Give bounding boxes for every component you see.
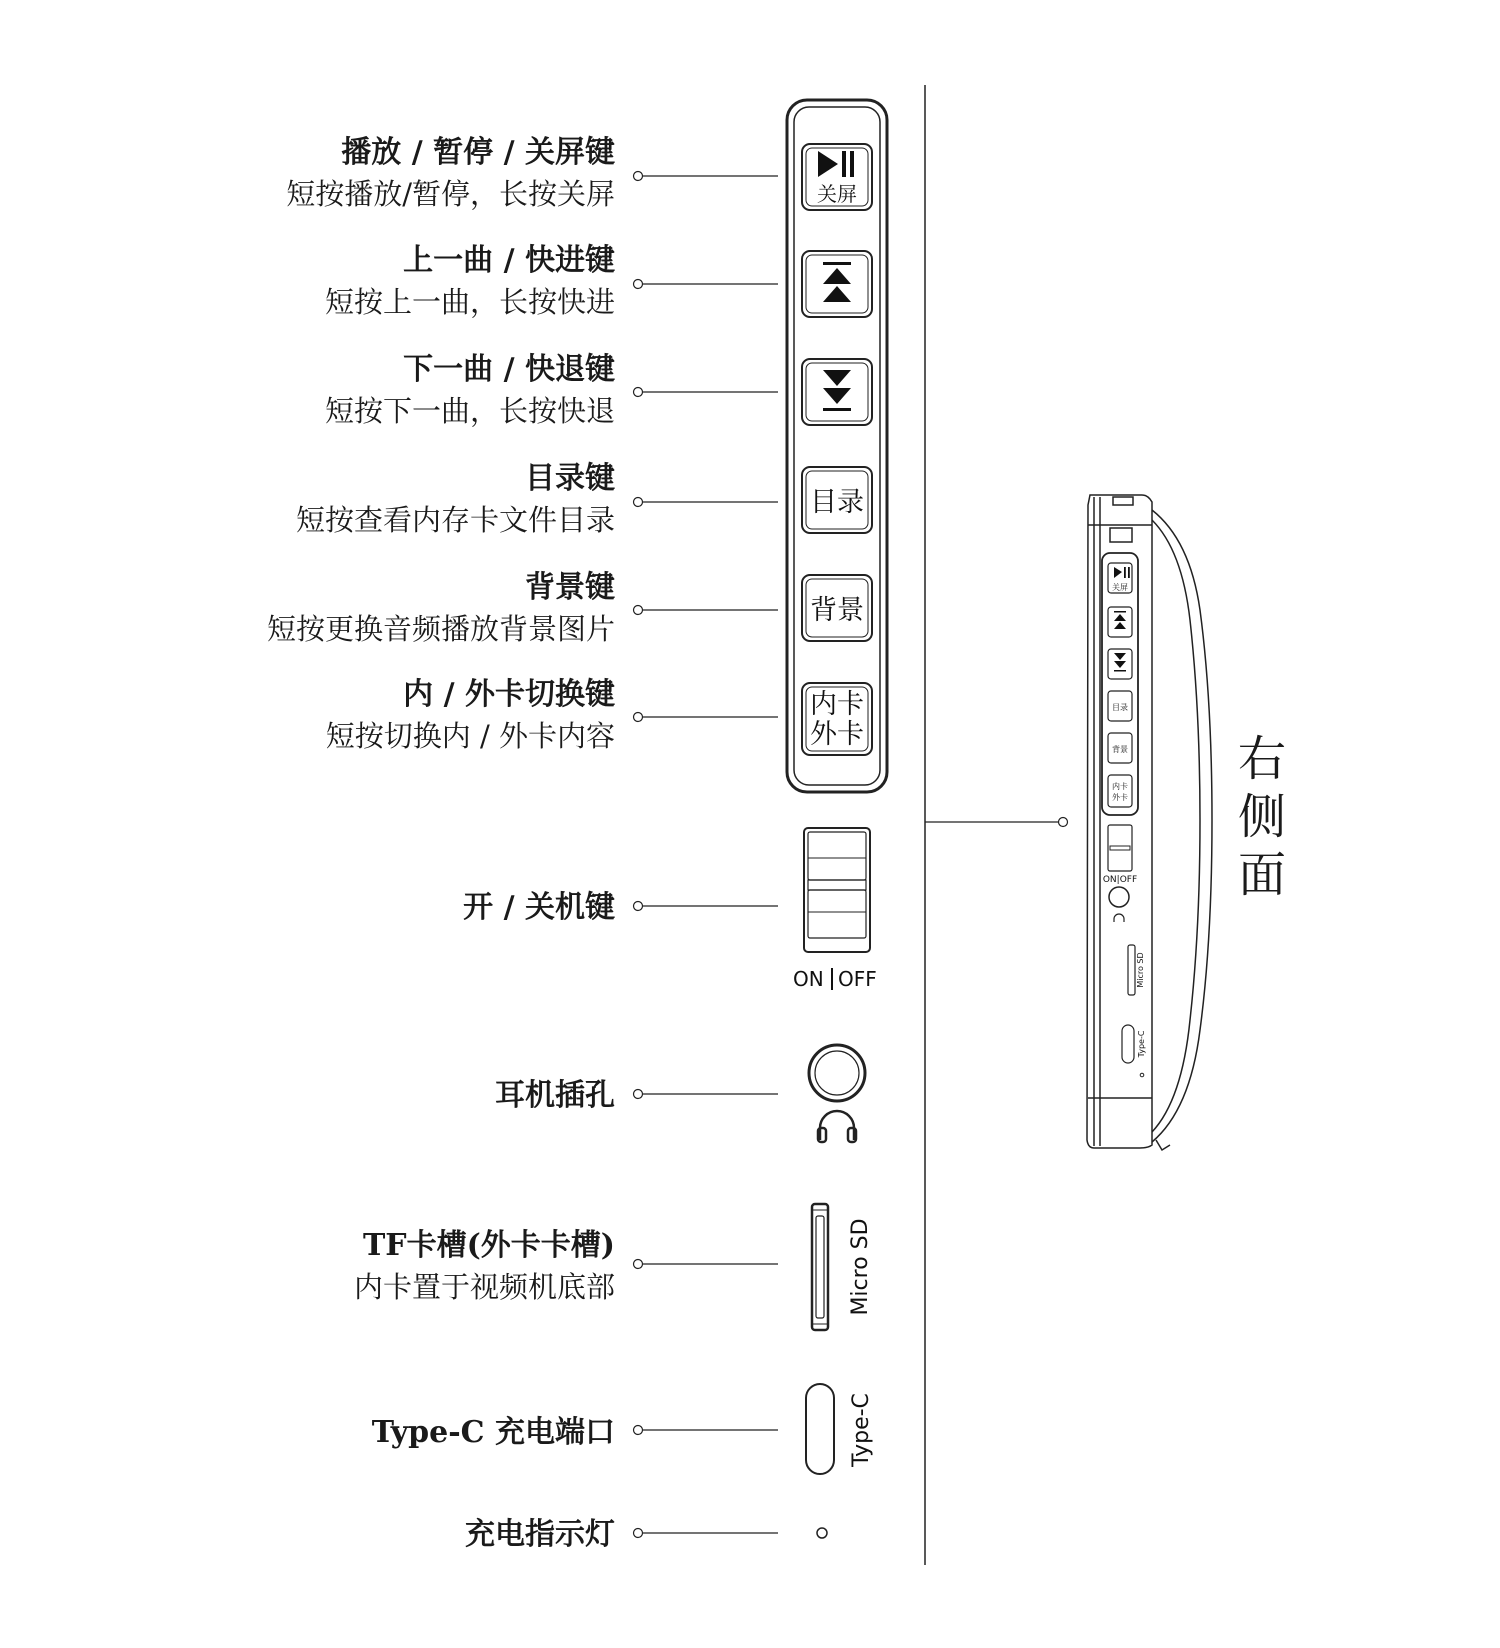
label-title: 耳机插孔 <box>495 1078 615 1113</box>
label-desc: 短按切换内 / 外卡内容 <box>325 719 615 753</box>
label-title: 播放 / 暂停 / 关屏键 <box>341 135 615 170</box>
play-button-text: 关屏 <box>817 182 857 206</box>
label-title: 目录键 <box>525 461 615 496</box>
label-desc: 短按更换音频播放背景图片 <box>266 612 615 646</box>
label-title: 背景键 <box>525 570 615 605</box>
small-card-text-2: 外卡 <box>1112 793 1128 802</box>
small-card-text-1: 内卡 <box>1112 782 1128 791</box>
small-bg-text: 背景 <box>1112 745 1128 754</box>
typec-port[interactable] <box>806 1384 834 1474</box>
side-view-title <box>1238 730 1286 904</box>
power-switch[interactable] <box>804 828 870 952</box>
small-menu-text: 目录 <box>1112 703 1128 712</box>
next-rewind-button[interactable] <box>802 359 872 425</box>
label-title: 内 / 外卡切换键 <box>403 677 615 712</box>
headphone-icon <box>818 1111 856 1142</box>
headphone-jack[interactable] <box>809 1045 865 1101</box>
label-desc: 短按上一曲，长按快进 <box>324 285 615 319</box>
small-sd-text: Micro SD <box>1136 952 1145 988</box>
label-title: Type-C 充电端口 <box>371 1415 615 1450</box>
label-title: 下一曲 / 快退键 <box>403 352 615 387</box>
card-button-text-2: 外卡 <box>810 719 864 750</box>
label-title: 开 / 关机键 <box>463 890 615 925</box>
leader-lines <box>634 172 779 1538</box>
label-desc: 短按下一曲，长按快退 <box>324 394 615 428</box>
charge-led <box>817 1528 827 1538</box>
label-desc: 短按播放/暂停，长按关屏 <box>286 177 615 211</box>
background-button-text: 背景 <box>810 595 864 626</box>
side-title-char: 右 <box>1238 731 1287 787</box>
micro-sd-slot[interactable] <box>812 1204 828 1330</box>
label-desc: 短按查看内存卡文件目录 <box>295 503 615 537</box>
power-on-text: ON <box>793 967 824 991</box>
small-typec-text: Type-C <box>1137 1030 1146 1058</box>
menu-button-text: 目录 <box>810 487 864 518</box>
card-button-text-1: 内卡 <box>810 689 864 720</box>
label-desc: 内卡置于视频机底部 <box>353 1270 615 1304</box>
prev-forward-button[interactable] <box>802 251 872 317</box>
label-title: 上一曲 / 快进键 <box>403 243 615 278</box>
micro-sd-label: Micro SD <box>848 1218 873 1316</box>
power-off-text: OFF <box>838 967 877 991</box>
typec-label: Type-C <box>849 1393 874 1467</box>
small-play-text: 关屏 <box>1112 583 1128 592</box>
label-title: 充电指示灯 <box>465 1517 615 1552</box>
label-title: TF卡槽(外卡卡槽) <box>362 1228 615 1263</box>
side-title-char: 面 <box>1238 847 1287 903</box>
side-title-char: 侧 <box>1238 789 1287 845</box>
device-side-view <box>1087 495 1212 1150</box>
small-power-text: ON|OFF <box>1102 875 1138 885</box>
